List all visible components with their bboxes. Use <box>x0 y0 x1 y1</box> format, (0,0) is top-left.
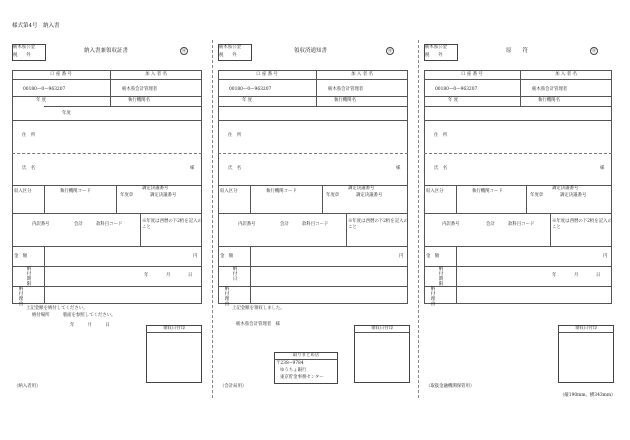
pay-deadline-label: 納付期限 <box>26 267 32 287</box>
pay-deadline-label: 納付期限 <box>438 267 444 287</box>
address-label: 住 所 <box>228 133 242 138</box>
year-label: 年 度 <box>242 98 253 103</box>
year-note: ※年度は西暦の下2桁を記入のこと <box>348 219 408 230</box>
receipt-stamp-box <box>354 325 410 383</box>
account-number-label: 口 座 番 号 <box>461 72 483 77</box>
decision-sub-label: 調定決議番号 <box>356 193 383 198</box>
decision-no-label: 調定決議番号 <box>142 186 169 191</box>
address-label: 住 所 <box>22 133 36 138</box>
seal-stamp: ㊞ <box>592 48 596 53</box>
fiscal-year-label: 年度章 <box>326 193 340 198</box>
fiscal-year-label: 年度章 <box>530 193 544 198</box>
account-holder-label: 加 入 者 名 <box>351 72 373 77</box>
account-label: 会計 <box>486 222 495 227</box>
amount-label: 金 額 <box>14 254 28 259</box>
name-label: 氏 名 <box>434 166 448 171</box>
year-note: ※年度は西暦の下2桁を記入のこと <box>142 219 202 230</box>
decision-sub-label: 調定決議番号 <box>150 193 177 198</box>
aggregation-postal: 〒238−9784 <box>276 361 304 366</box>
org-box-line1: 栃木県公金 <box>13 45 35 50</box>
year-suffix: 年度 <box>62 111 71 116</box>
decision-sub-label: 調定決議番号 <box>560 193 587 198</box>
receipt-date-label: 領収日付印 <box>371 326 393 331</box>
receipt-stamp-box <box>558 325 614 383</box>
revenue-type-label: 収入区分 <box>426 189 444 194</box>
internal-no-label: 内訳番号 <box>442 222 460 227</box>
exec-org-label: 執行機関名 <box>538 98 560 103</box>
footer-label: （会計局用） <box>220 384 247 389</box>
perforation-line-2 <box>418 40 419 398</box>
year-label: 年 度 <box>36 98 47 103</box>
org-box-line2: 税 外 <box>425 53 443 58</box>
address-label: 住 所 <box>434 133 448 138</box>
account-number-value: 00180—0—963207 <box>229 87 272 92</box>
subject-code-label: 款科目コード <box>96 222 123 227</box>
seal-stamp: ㊞ <box>182 48 186 53</box>
year-label: 年 度 <box>448 98 459 103</box>
account-holder-label: 加 入 者 名 <box>555 72 577 77</box>
org-box-line1: 栃木県公金 <box>425 45 447 50</box>
perforation-line-1 <box>212 40 213 398</box>
pay-reason-label: 納付理由 <box>430 287 436 307</box>
pay-reason-label: 納付理由 <box>224 287 230 307</box>
yen-unit: 円 <box>193 254 198 259</box>
honorific: 様 <box>600 166 605 171</box>
year-note: ※年度は西暦の下2桁を記入のこと <box>552 219 612 230</box>
pay-reason-label: 納付理由 <box>18 287 24 307</box>
exec-org-label: 執行機関名 <box>334 98 356 103</box>
account-label: 会計 <box>74 222 83 227</box>
form-number: 様式第4号 納入書 <box>12 23 60 29</box>
yen-unit: 円 <box>603 254 608 259</box>
account-label: 会計 <box>280 222 289 227</box>
account-number-value: 00180—0—963207 <box>23 87 66 92</box>
account-holder-value: 栃木県会計管理者 <box>122 87 158 92</box>
aggregation-center: 東京貯金事務センター <box>280 375 324 380</box>
receipt-date-label: 領収日付印 <box>163 326 185 331</box>
name-label: 氏 名 <box>228 166 242 171</box>
footer-label: （納入者用） <box>14 384 41 389</box>
deadline-date: 年 月 日 <box>552 273 601 278</box>
receipt-stamp-box <box>146 325 202 383</box>
aggregation-bank: ゆうちょ銀行 <box>280 368 307 373</box>
decision-no-label: 調定決議番号 <box>348 186 375 191</box>
note-line1: 上記金額を領収しました。 <box>232 306 285 311</box>
deadline-date: 年 月 日 <box>144 273 193 278</box>
exec-org-label: 執行機関名 <box>128 98 150 103</box>
honorific: 様 <box>396 166 401 171</box>
note-line1: 上記金額を納付してください。 <box>26 306 88 311</box>
fiscal-year-label: 年度章 <box>120 193 134 198</box>
panel-title: 領収済通知書 <box>294 48 328 54</box>
subject-code-label: 款科目コード <box>508 222 535 227</box>
aggregation-title: 取りまとめ店 <box>292 353 320 358</box>
note-date: 年 月 日 <box>70 323 110 328</box>
size-note: （縦190mm、横343mm） <box>560 393 616 398</box>
account-number-label: 口 座 番 号 <box>50 72 72 77</box>
org-box-line2: 税 外 <box>13 53 31 58</box>
revenue-type-label: 収入区分 <box>14 189 32 194</box>
panel-title: 原 符 <box>506 48 529 54</box>
seal-stamp: ㊞ <box>388 48 392 53</box>
receipt-date-label: 領収日付印 <box>575 326 597 331</box>
exec-code-label: 執行機関コード <box>60 189 91 194</box>
account-holder-label: 加 入 者 名 <box>145 72 167 77</box>
amount-label: 金 額 <box>426 254 440 259</box>
note-line2: 納付場所 裏面を参照してください。 <box>32 313 116 318</box>
panel-title: 納入書兼領収証書 <box>84 48 129 54</box>
account-holder-value: 栃木県会計管理者 <box>532 87 568 92</box>
subject-code-label: 款科目コード <box>302 222 329 227</box>
amount-label: 金 額 <box>220 254 234 259</box>
revenue-type-label: 収入区分 <box>220 189 238 194</box>
honorific: 様 <box>190 166 195 171</box>
decision-no-label: 調定決議番号 <box>552 186 579 191</box>
exec-code-label: 執行機関コード <box>472 189 503 194</box>
manager-line: 栃木県会計管理者 様 <box>236 322 280 327</box>
exec-code-label: 執行機関コード <box>266 189 297 194</box>
account-number-label: 口 座 番 号 <box>256 72 278 77</box>
pay-date-label: 納付日 <box>232 267 238 282</box>
internal-no-label: 内訳番号 <box>238 222 256 227</box>
account-number-value: 00180—0—963207 <box>435 87 478 92</box>
org-box-line2: 税 外 <box>219 53 237 58</box>
yen-unit: 円 <box>399 254 404 259</box>
internal-no-label: 内訳番号 <box>32 222 50 227</box>
org-box-line1: 栃木県公金 <box>219 45 241 50</box>
footer-label: （取扱金融機関保管用） <box>426 384 475 389</box>
account-holder-value: 栃木県会計管理者 <box>328 87 364 92</box>
name-label: 氏 名 <box>22 166 36 171</box>
